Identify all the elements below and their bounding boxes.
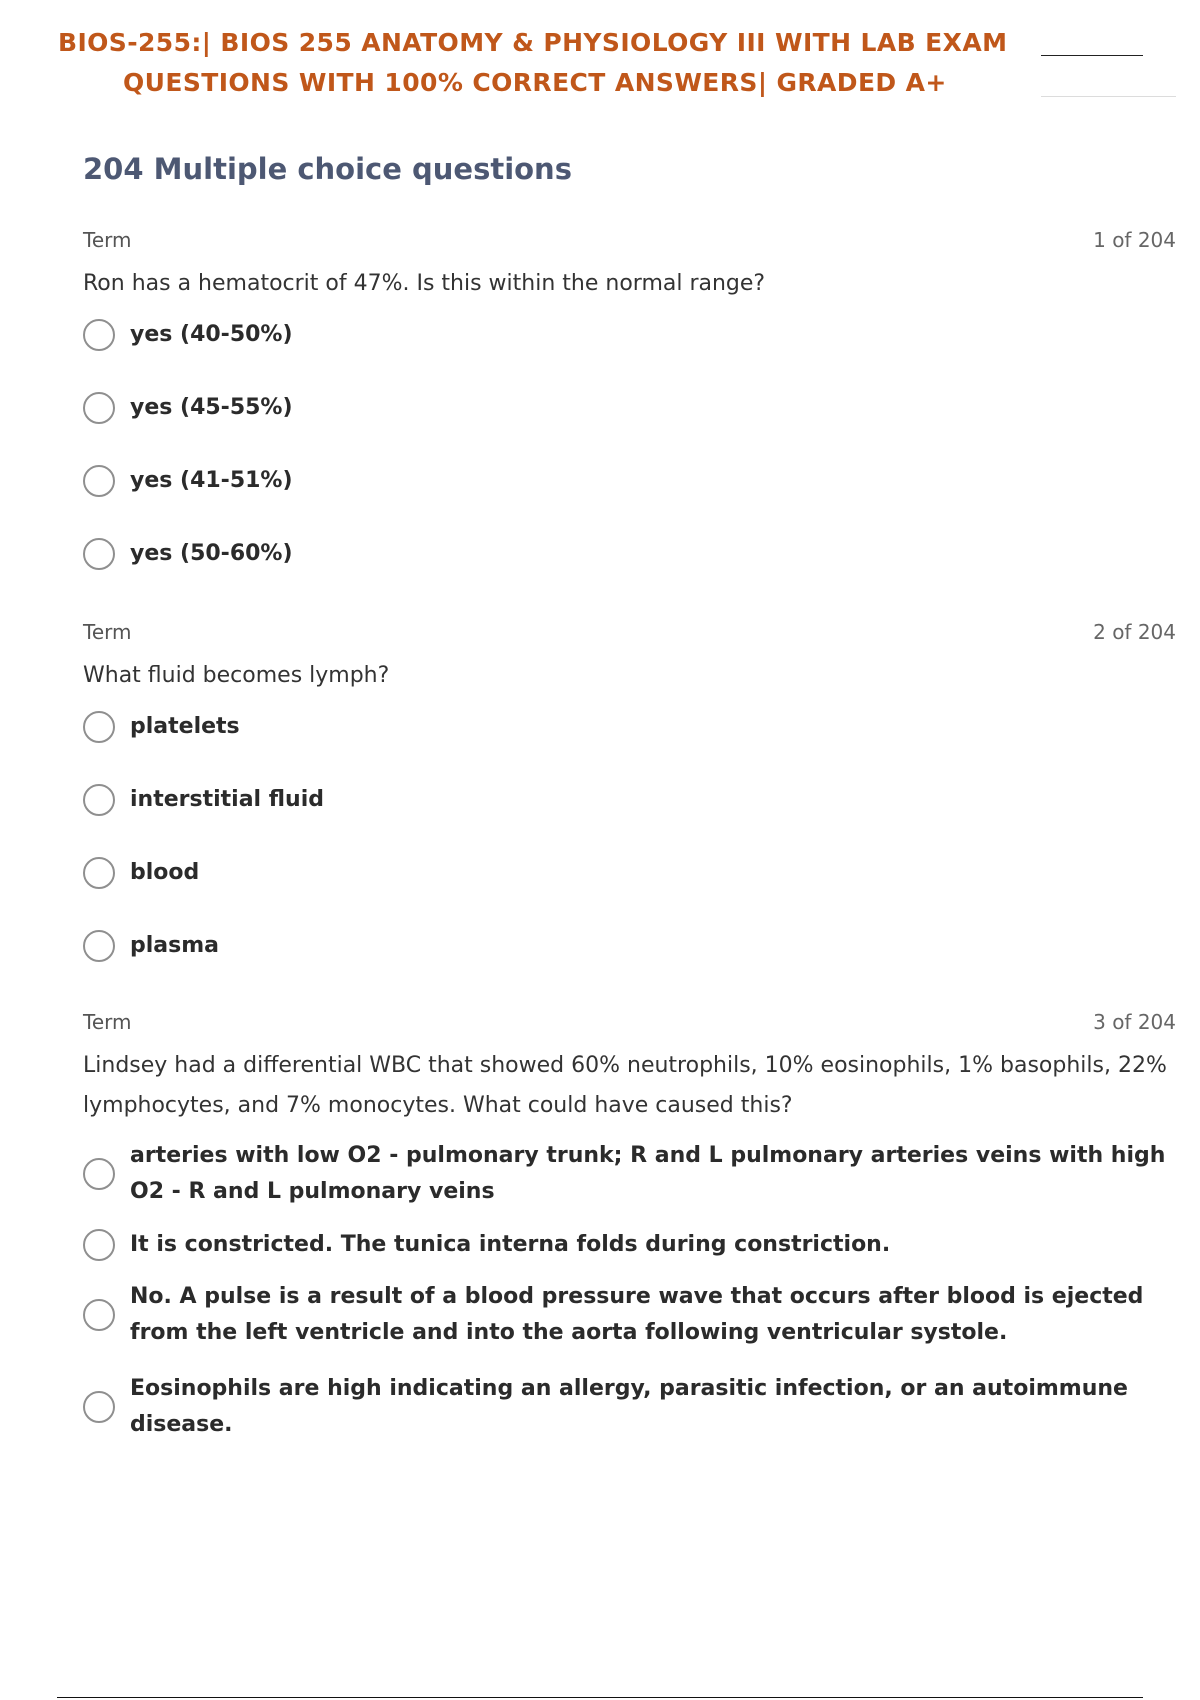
radio-button[interactable]: [83, 392, 115, 424]
radio-button[interactable]: [83, 1229, 115, 1261]
answer-option[interactable]: [83, 316, 1176, 353]
answer-option[interactable]: [83, 1226, 1176, 1263]
answer-options: [83, 316, 1176, 572]
term-row: [83, 620, 1176, 650]
radio-button[interactable]: [83, 319, 115, 351]
radio-button[interactable]: [83, 465, 115, 497]
answer-option-label: interstitial fluid: [130, 786, 325, 812]
answer-option-label: It is constricted. The tunica interna folds during constriction.: [130, 1231, 891, 1257]
answer-option[interactable]: [83, 708, 1176, 745]
radio-button[interactable]: [83, 930, 115, 962]
radio-button[interactable]: [83, 1299, 115, 1331]
answer-option-label: platelets: [130, 713, 240, 739]
header-rule-faint: [1041, 96, 1176, 97]
answer-option[interactable]: [83, 1279, 1176, 1351]
header-title-line-1: BIOS-255:| BIOS 255 ANATOMY & PHYSIOLOGY III WITH LAB EXAM: [58, 28, 1008, 57]
header-title-line-2: QUESTIONS WITH 100% CORRECT ANSWERS| GRADED A+: [123, 68, 947, 97]
answer-option-label: Eosinophils are high indicating an allergy, parasitic infection, or an autoimmune disease.: [130, 1376, 1128, 1437]
answer-option-label: yes (40-50%): [130, 321, 293, 347]
radio-button[interactable]: [83, 1391, 115, 1423]
answer-options: [83, 708, 1176, 964]
radio-button[interactable]: [83, 538, 115, 570]
radio-button[interactable]: [83, 1158, 115, 1190]
answer-option[interactable]: [83, 389, 1176, 426]
answer-options: [83, 1138, 1176, 1443]
term-counter: 3 of 204: [1093, 1010, 1176, 1034]
radio-button[interactable]: [83, 784, 115, 816]
question-card: [83, 620, 1176, 964]
answer-option-label: yes (41-51%): [130, 467, 293, 493]
term-row: [83, 1010, 1176, 1040]
answer-option[interactable]: [83, 1138, 1176, 1210]
footer-rule: [57, 1697, 1143, 1698]
term-label: Term: [83, 228, 132, 252]
radio-button[interactable]: [83, 711, 115, 743]
term-row: [83, 228, 1176, 258]
question-text: Ron has a hematocrit of 47%. Is this within the normal range?: [83, 271, 766, 296]
header-rule: [1041, 55, 1143, 56]
answer-option-label: blood: [130, 859, 200, 885]
answer-option[interactable]: [83, 781, 1176, 818]
term-counter: 2 of 204: [1093, 620, 1176, 644]
answer-option-label: yes (45-55%): [130, 394, 293, 420]
answer-option[interactable]: [83, 854, 1176, 891]
term-label: Term: [83, 1010, 132, 1034]
answer-option-label: arteries with low O2 - pulmonary trunk; R and L pulmonary arteries veins with high O2 - R and L pulmonary veins: [130, 1143, 1166, 1204]
answer-option-label: plasma: [130, 932, 219, 958]
answer-option[interactable]: [83, 1371, 1176, 1443]
question-card: [83, 1010, 1176, 1443]
answer-option[interactable]: [83, 462, 1176, 499]
answer-option[interactable]: [83, 535, 1176, 572]
question-card: [83, 228, 1176, 572]
question-text: What fluid becomes lymph?: [83, 663, 390, 688]
answer-option[interactable]: [83, 927, 1176, 964]
answer-option-label: No. A pulse is a result of a blood pressure wave that occurs after blood is ejected from the left ventricle and into the aorta following ventricular systole.: [130, 1284, 1144, 1345]
set-title: 204 Multiple choice questions: [83, 152, 572, 186]
term-label: Term: [83, 620, 132, 644]
radio-button[interactable]: [83, 857, 115, 889]
term-counter: 1 of 204: [1093, 228, 1176, 252]
answer-option-label: yes (50-60%): [130, 540, 293, 566]
question-text: Lindsey had a differential WBC that showed 60% neutrophils, 10% eosinophils, 1% basophils, 22% lymphocytes, and 7% monocytes. What could have caused this?: [83, 1053, 1167, 1118]
